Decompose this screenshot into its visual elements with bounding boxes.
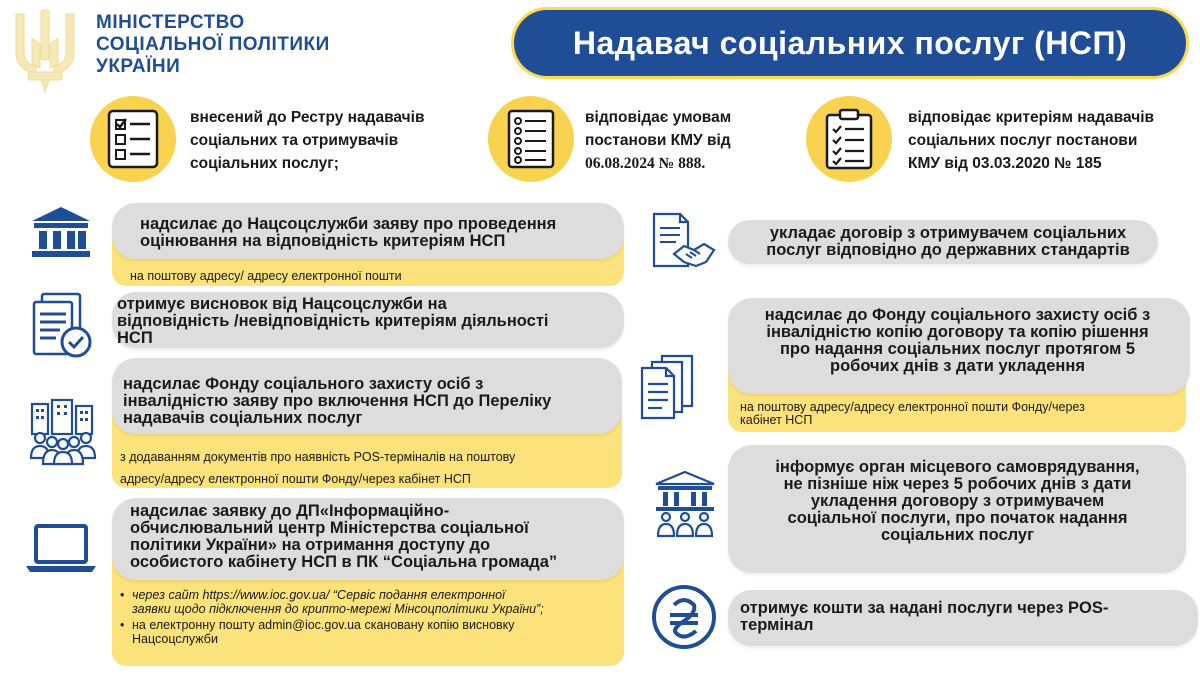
step-3-line-3: надавачів соціальних послуг (123, 409, 363, 427)
ministry-line-2: СОЦІАЛЬНОЇ ПОЛІТИКИ (96, 34, 330, 55)
step-1-line-1: надсилає до Нацсоцслужби заяву про проведення (140, 215, 557, 233)
step-4-line-2: обчислювальний центр Міністерства соціальної (130, 519, 529, 537)
right-step-note-2 (740, 401, 1180, 427)
requirement-3-line-3 (908, 152, 1193, 175)
bullet-dot-icon: • (120, 618, 125, 632)
right-step-2-note-line-1: на поштову адресу/адресу електронної пошти Фонду/через (740, 400, 1085, 414)
requirement-1-line-1: внесений до Рестру надавачів (190, 109, 425, 126)
requirement-1-line-3: соціальних послуг; (190, 155, 339, 172)
step-3-line-1: надсилає Фонду соціального захисту осіб з (123, 375, 484, 393)
step-2-line-2: відповідність /невідповідність критеріям діяльності (117, 312, 549, 330)
local-government-icon (652, 470, 718, 538)
step-4-line-3: політики України» на отримання доступу до (130, 536, 491, 554)
step-2-line-3: НСП (117, 329, 153, 347)
step-4-bullets (120, 588, 620, 646)
right-step-text-1 (738, 225, 1158, 259)
requirement-3-line-3-text: КМУ від 03.03.2020 № 185 (908, 155, 1102, 172)
requirement-2-line-3: 06.08.2024 № 888. (585, 155, 706, 172)
document-approved-icon (30, 292, 94, 360)
step-text-3 (123, 376, 618, 427)
right-step-4-line-1: отримує кошти за надані послуги через POS- (740, 599, 1109, 617)
ministry-line-3: УКРАЇНИ (96, 56, 181, 77)
step-note-3 (120, 446, 615, 490)
requirement-text-1 (190, 106, 480, 175)
government-building-icon (30, 205, 92, 259)
trident-icon (10, 8, 80, 94)
step-4-line-1: надсилає заявку до ДП«Інформаційно- (130, 502, 450, 520)
right-step-3-line-5: соціальних послуг (881, 526, 1034, 544)
right-step-2-note-line-2: кабінет НСП (740, 413, 813, 427)
right-step-text-2 (730, 307, 1185, 375)
step-3-line-2: інвалідністю заяву про включення НСП до Переліку (123, 392, 552, 410)
right-step-2-line-2: інвалідністю копію договору та копію рішення (766, 323, 1149, 341)
right-step-2-line-4: робочих днів з дати укладення (829, 357, 1085, 375)
checklist-icon (106, 108, 160, 170)
bullet-text (132, 618, 515, 646)
laptop-icon (24, 522, 98, 576)
step-1-line-2: оцінювання на відповідність критеріям НСП (140, 232, 506, 250)
requirement-text-3 (908, 106, 1193, 175)
step-2-line-1: отримує висновок від Нацсоцслужби на (117, 295, 447, 313)
right-step-1-line-1: укладає договір з отримувачем соціальних (769, 224, 1127, 242)
right-step-3-line-3: укладення договору з отримувачем (810, 492, 1105, 510)
bullet-1-line-1: через сайт https://www.ioc.gov.ua/ “Сервіс подання електронної (132, 588, 505, 602)
right-step-text-3 (730, 459, 1185, 544)
ukraine-trident-logo (10, 8, 80, 94)
people-city-icon (28, 398, 98, 466)
clipboard-check-icon (823, 107, 875, 171)
step-3-note-line-1: з додаванням документів про наявність POS-терміналів на поштову (120, 450, 516, 464)
bullet-text (132, 588, 544, 616)
right-step-1-line-2: послуг відповідно до державних стандартів (766, 241, 1130, 259)
hryvnia-coin-icon (650, 583, 718, 651)
step-text-4 (130, 503, 622, 571)
bullet-item (120, 588, 620, 616)
step-note-1: на поштову адресу/ адресу електронної пошти (130, 269, 402, 283)
ministry-name (96, 12, 426, 78)
requirement-2-line-1: відповідає умовам (585, 109, 732, 126)
requirement-circle-1 (90, 96, 176, 182)
ministry-line-1: МІНІСТЕРСТВО (96, 12, 245, 33)
list-document-icon (506, 108, 556, 170)
bullet-dot-icon: • (120, 588, 125, 602)
requirement-text-2 (585, 106, 785, 175)
right-step-4-line-2: термінал (740, 616, 814, 634)
requirement-1-line-2: соціальних та отримувачів (190, 132, 399, 149)
requirement-circle-2 (488, 96, 574, 182)
right-step-2-line-3: про надання соціальних послуг протягом 5 (779, 340, 1136, 358)
step-3-note-line-2: адресу/адресу електронної пошти Фонду/через кабінет НСП (120, 472, 471, 486)
contract-handshake-icon (650, 210, 716, 272)
step-text-1 (140, 216, 620, 250)
requirement-circle-3 (806, 96, 892, 182)
requirement-3-line-1: відповідає критеріям надавачів (908, 109, 1155, 126)
step-4-line-4: особистого кабінету НСП в ПК “Соціальна громада” (130, 553, 558, 571)
step-text-2 (117, 296, 622, 347)
right-step-3-line-2: не пізніше ніж через 5 робочих днів з дати (783, 475, 1132, 493)
bullet-2-line-2: Нацсоцслужби (132, 632, 218, 646)
right-step-3-line-4: соціальної послуги, про початок надання (787, 509, 1128, 527)
requirement-3-line-2: соціальних послуг постанови (908, 132, 1138, 149)
documents-stack-icon (640, 352, 704, 420)
right-step-text-4 (740, 600, 1195, 634)
bullet-item (120, 618, 620, 646)
right-step-2-line-1: надсилає до Фонду соціального захисту осіб з (764, 306, 1151, 324)
page-title: Надавач соціальних послуг (НСП) (572, 25, 1128, 61)
bullet-1-line-2: заявки щодо підключення до крипто-мережі Мінсоцполітики України”; (132, 602, 544, 616)
right-step-3-line-1: інформує орган місцевого самоврядування, (775, 458, 1140, 476)
requirement-2-line-2: постанови КМУ від (585, 132, 731, 149)
title-banner (514, 10, 1186, 76)
bullet-2-line-1: на електронну пошту admin@ioc.gov.ua скановану копію висновку (132, 618, 515, 632)
